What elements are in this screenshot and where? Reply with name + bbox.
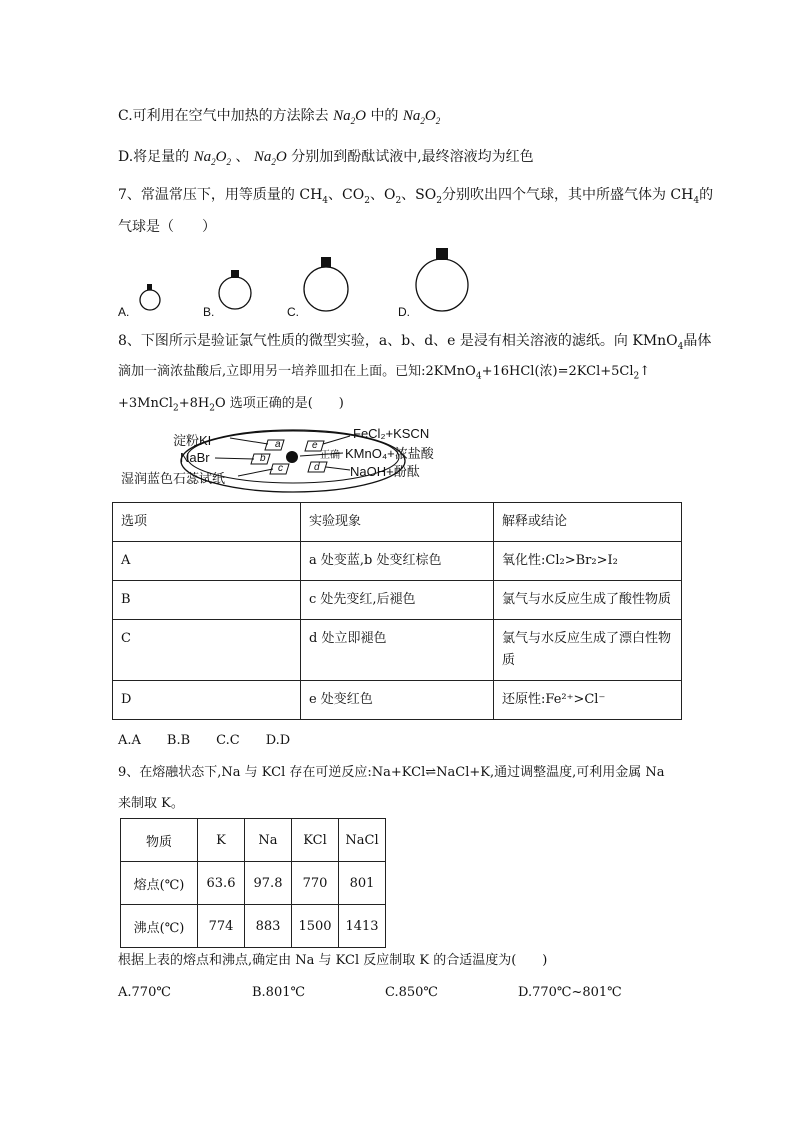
table-row <box>113 503 682 542</box>
table-cell: 883 <box>245 905 292 948</box>
table-row <box>113 581 682 620</box>
table-cell: 熔点(℃) <box>121 862 198 905</box>
q8-fig-right-label-1: FeCl₂+KSCN <box>353 426 430 441</box>
table-row <box>113 681 682 720</box>
table-row <box>113 620 682 681</box>
q8-fig-spot-c: c <box>278 463 283 474</box>
q7-option-b: B. <box>203 305 215 319</box>
table-cell: A <box>113 542 301 581</box>
q9-option-d: D.770℃~801℃ <box>518 985 622 1000</box>
q9-question: 根据上表的熔点和沸点,确定由 Na 与 KCl 反应制取 K 的合适温度为( ) <box>118 953 548 968</box>
q7-stem-line1: 7、常温常压下，用等质量的 $CH_4$、$CO_2$、$O_2$、$SO_2$分别吹出四个气球，其中所盛气体为 $CH_4$的 <box>118 187 714 206</box>
q7-option-d: D. <box>398 305 410 319</box>
q8-fig-left-label-2: NaBr <box>180 450 210 465</box>
q8-fig-spot-b: b <box>260 453 266 464</box>
table-cell: d 处立即褪色 <box>300 620 493 681</box>
table-cell: D <box>113 681 301 720</box>
q7-option-a: A. <box>118 305 130 319</box>
q8-stem-line1: 8、下图所示是验证氯气性质的微型实验，a、b、d、e 是浸有相关溶液的滤纸。向 KMnO$_4$晶体 <box>118 333 712 352</box>
table-cell: a 处变蓝,b 处变红棕色 <box>300 542 493 581</box>
table-cell: 氯气与水反应生成了酸性物质 <box>494 581 682 620</box>
table-cell: 还原性:Fe²⁺>Cl⁻ <box>494 681 682 720</box>
q8-fig-right-label-2: KMnO₄+浓盐酸 <box>345 446 434 461</box>
q9-th-k: K <box>198 819 245 862</box>
table-cell: 63.6 <box>198 862 245 905</box>
q8-th-option: 选项 <box>113 503 301 542</box>
q8-th-phenomenon: 实验现象 <box>300 503 493 542</box>
table-cell: 770 <box>292 862 339 905</box>
q9-th-nacl: NaCl <box>339 819 386 862</box>
table-row <box>121 905 386 948</box>
q7-stem-line2: 气球是（ ） <box>118 219 216 235</box>
q7-option-c: C. <box>287 305 299 319</box>
q8-fig-left-label-1: 淀粉KI <box>173 433 212 448</box>
q8-fig-right-label-3: NaOH+酚酞 <box>350 464 420 479</box>
table-cell: B <box>113 581 301 620</box>
q9-option-a: A.770℃ <box>118 985 171 1000</box>
q8-stem-line2: 滴加一滴浓盐酸后,立即用另一培养皿扣在上面。已知:2KMnO$_4$+16HCl(浓)$=2KCl+5Cl_2↑$ <box>118 364 651 382</box>
table-cell: 氧化性:Cl₂>Br₂>I₂ <box>494 542 682 581</box>
q9-stem-line2: 来制取 K。 <box>118 796 184 811</box>
q9-option-b: B.801℃ <box>252 985 306 1000</box>
q6-option-d: D.将足量的 $Na_2O_2$ 、 $Na_2O$ 分别加到酚酞试液中,最终溶液均为红色 <box>118 149 534 167</box>
q9-th-na: Na <box>245 819 292 862</box>
table-cell: 97.8 <box>245 862 292 905</box>
q9-th-kcl: KCl <box>292 819 339 862</box>
q9-th-substance: 物质 <box>121 819 198 862</box>
table-cell: 沸点(℃) <box>121 905 198 948</box>
q9-table <box>120 818 386 948</box>
q8-fig-spot-a: a <box>275 439 281 450</box>
q8-th-conclusion: 解释或结论 <box>494 503 682 542</box>
table-cell: 氯气与水反应生成了漂白性物质 <box>494 620 682 681</box>
q8-fig-left-label-3: 湿润蓝色石蕊试纸 <box>121 471 226 486</box>
table-cell: 774 <box>198 905 245 948</box>
table-cell: C <box>113 620 301 681</box>
q6-option-c: C.可利用在空气中加热的方法除去 $Na_2O$ 中的 $Na_2O_2$ <box>118 108 441 126</box>
balloon-c <box>304 257 348 311</box>
q8-answer-options: A.A B.B C.C D.D <box>118 733 291 748</box>
table-cell: e 处变红色 <box>300 681 493 720</box>
q8-fig-center-note: 正确 <box>320 450 340 461</box>
balloon-a <box>140 284 160 310</box>
table-row <box>113 542 682 581</box>
table-cell: 801 <box>339 862 386 905</box>
table-cell: c 处先变红,后褪色 <box>300 581 493 620</box>
q8-fig-spot-d: d <box>314 462 320 473</box>
table-cell: 1500 <box>292 905 339 948</box>
table-row <box>121 819 386 862</box>
q9-stem-line1: 9、在熔融状态下,Na 与 KCl 存在可逆反应:Na+KCl⇌NaCl+K,通过调整温度,可利用金属 Na <box>118 765 665 780</box>
q7-balloons-figure <box>110 240 490 322</box>
q8-table <box>112 502 682 720</box>
q8-fig-spot-e: e <box>312 440 318 451</box>
q8-stem-line3: $+3MnCl_2+8H_2O$ 选项正确的是( ) <box>118 396 344 414</box>
balloon-d <box>416 248 468 311</box>
balloon-b <box>219 270 251 309</box>
table-row <box>121 862 386 905</box>
table-cell: 1413 <box>339 905 386 948</box>
q9-option-c: C.850℃ <box>385 985 438 1000</box>
